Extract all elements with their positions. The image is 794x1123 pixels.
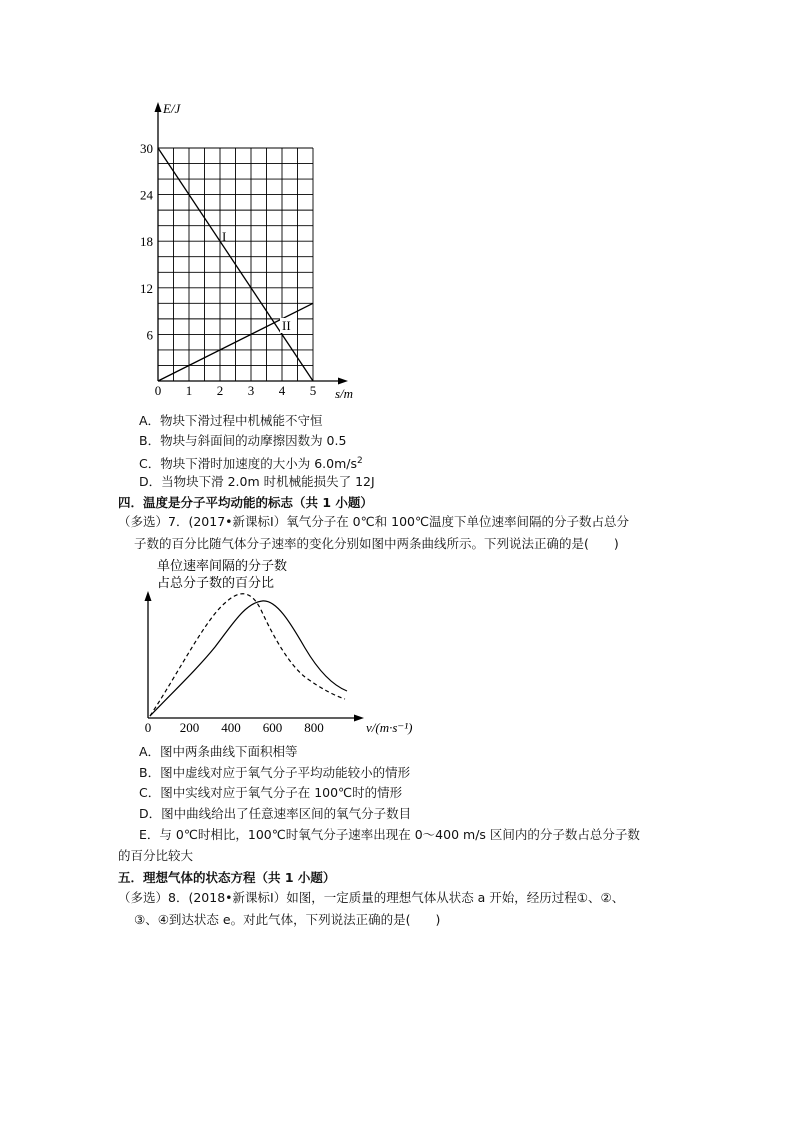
x-axis-arrow [354, 715, 364, 722]
x-tick-labels [145, 720, 324, 735]
x-axis-label: v/(m·s⁻¹) [366, 720, 413, 735]
x-axis-arrow [338, 378, 348, 385]
x-tick-label: 4 [278, 383, 286, 398]
q7-option-e: E．与 0℃时相比，100℃时氧气分子速率出现在 0～400 m/s 区间内的分子数占总分子数 [139, 827, 640, 842]
y-axis-label-line-2: 占总分子数的百分比 [157, 576, 275, 591]
y-tick-label: 30 [140, 141, 153, 156]
q6-option-c-superscript: 2 [356, 456, 363, 466]
line-2-label: II [282, 318, 291, 333]
q7-stem-line-2: 子数的百分比随气体分子速率的变化分别如图中两条曲线所示。下列说法正确的是( ) [134, 536, 619, 551]
q7-option-d: D．图中曲线给出了任意速率区间的氧气分子数目 [139, 806, 412, 821]
q6-option-b: B．物块与斜面间的动摩擦因数为 0.5 [139, 433, 347, 448]
x-tick-label: 200 [179, 720, 200, 735]
section-5-title: 五．理想气体的状态方程（共 1 小题） [118, 870, 336, 885]
q7-option-a: A．图中两条曲线下面积相等 [139, 744, 298, 759]
q6-option-c [139, 453, 363, 472]
line-1-label: I [222, 229, 227, 244]
q8-stem-line-1: （多选）8．(2018•新课标Ⅰ）如图，一定质量的理想气体从状态 a 开始，经历过程①、②、 [118, 890, 625, 905]
y-axis-arrow [145, 591, 152, 601]
x-tick-label: 2 [216, 383, 224, 398]
x-tick-label: 0 [144, 720, 152, 735]
q6-option-c-text: C．物块下滑时加速度的大小为 6.0m/s [139, 456, 357, 472]
y-tick-label: 12 [140, 280, 153, 296]
energy-displacement-chart [130, 95, 370, 405]
section-4-title: 四．温度是分子平均动能的标志（共 1 小题） [118, 495, 373, 510]
x-tick-label: 1 [185, 383, 193, 398]
y-tick-labels [140, 141, 154, 342]
x-tick-label: 5 [309, 383, 317, 398]
y-axis-label: E/J [163, 101, 181, 116]
q6-option-d: D．当物块下滑 2.0m 时机械能损失了 12J [139, 474, 375, 489]
y-tick-label: 6 [146, 327, 153, 343]
x-tick-label: 0 [154, 383, 162, 398]
maxwell-distribution-chart [135, 555, 413, 745]
y-tick-label: 24 [140, 187, 153, 203]
q7-option-c: C．图中实线对应于氧气分子在 100℃时的情形 [139, 785, 403, 800]
y-axis-arrow [155, 102, 162, 112]
q7-stem-line-1: （多选）7．(2017•新课标Ⅰ）氧气分子在 0℃和 100℃温度下单位速率间隔的分子数占总分 [118, 514, 630, 529]
x-tick-label: 400 [221, 720, 241, 735]
solid-curve-100c [150, 601, 347, 716]
q7-option-b: B．图中虚线对应于氧气分子平均动能较小的情形 [139, 765, 411, 780]
x-tick-labels [155, 383, 317, 398]
dashed-curve-0c [150, 594, 345, 716]
q6-option-a: A．物块下滑过程中机械能不守恒 [139, 413, 323, 428]
x-tick-label: 3 [247, 383, 255, 398]
x-tick-label: 600 [262, 720, 283, 735]
q8-stem-line-2: ③、④到达状态 e。对此气体，下列说法正确的是( ) [134, 912, 441, 927]
x-axis-label: s/m [335, 386, 354, 401]
y-tick-label: 18 [140, 234, 153, 250]
q7-option-e-continued: 的百分比较大 [118, 848, 194, 863]
y-axis-label-line-1: 单位速率间隔的分子数 [157, 559, 288, 574]
x-tick-label: 800 [304, 720, 324, 735]
